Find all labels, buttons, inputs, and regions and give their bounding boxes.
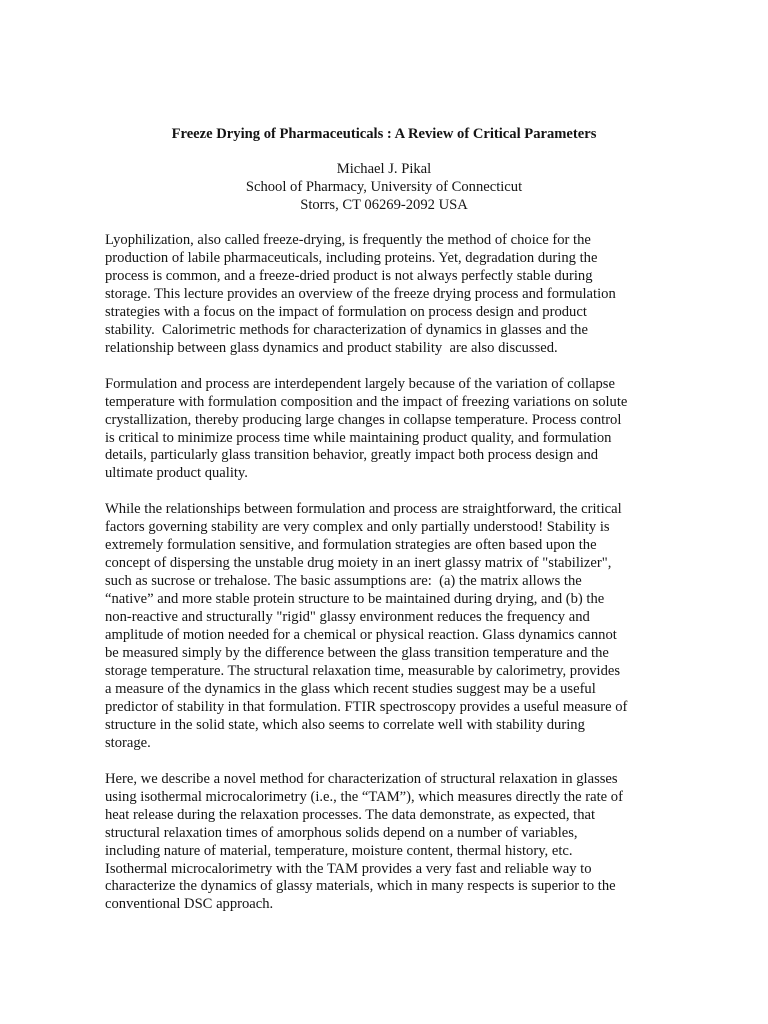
text-line: such as sucrose or trehalose. The basic assumptions are: (a) the matrix allows the (105, 573, 582, 590)
text-line: factors governing stability are very complex and only partially understood! Stability is (105, 519, 610, 536)
paragraph-4 (105, 771, 685, 915)
text-line: temperature with formulation composition and the impact of freezing variations on solute (105, 393, 628, 410)
text-line: production of labile pharmaceuticals, including proteins. Yet, degradation during the (105, 249, 598, 266)
text-line: Isothermal microcalorimetry with the TAM provides a very fast and reliable way to (105, 860, 592, 877)
abstract-body (105, 232, 685, 932)
text-line: storage. (105, 734, 151, 751)
author-affiliation: School of Pharmacy, University of Connecticut (245, 179, 523, 195)
text-line: amplitude of motion needed for a chemical or physical reaction. Glass dynamics cannot (105, 627, 617, 644)
text-line: Lyophilization, also called freeze-drying, is frequently the method of choice for the (105, 232, 591, 248)
text-line: characterize the dynamics of glassy materials, which in many respects is superior to the (105, 878, 616, 895)
text-line: strategies with a focus on the impact of formulation on process design and product (105, 303, 587, 320)
author-block (0, 160, 768, 214)
author-name: Michael J. Pikal (336, 161, 432, 177)
text-line: non-reactive and structurally "rigid" glassy environment reduces the frequency and (105, 609, 590, 626)
text-line: crystallization, thereby producing large changes in collapse temperature. Process control (105, 411, 622, 428)
text-line: is critical to minimize process time while maintaining product quality, and formulation (105, 429, 612, 446)
text-line: While the relationships between formulation and process are straightforward, the critical (105, 501, 622, 518)
text-line: Here, we describe a novel method for characterization of structural relaxation in glasses (105, 770, 618, 787)
text-line: heat release during the relaxation processes. The data demonstrate, as expected, that (105, 806, 596, 823)
text-line: Formulation and process are interdependent largely because of the variation of collapse (105, 375, 615, 392)
text-line: structural relaxation times of amorphous solids depend on a number of variables, (105, 824, 578, 841)
paragraph-2 (105, 376, 685, 484)
text-line: storage temperature. The structural relaxation time, measurable by calorimetry, provides (105, 662, 621, 679)
text-line: conventional DSC approach. (105, 896, 274, 913)
text-line: ultimate product quality. (105, 465, 248, 482)
text-line: stability. Calorimetric methods for characterization of dynamics in glasses and the (105, 321, 588, 338)
paragraph-3 (105, 501, 685, 752)
text-line: using isothermal microcalorimetry (i.e., the “TAM”), which measures directly the rate of (105, 788, 623, 805)
text-line: details, particularly glass transition behavior, greatly impact both process design and (105, 447, 599, 464)
text-line: be measured simply by the difference between the glass transition temperature and the (105, 645, 609, 662)
text-line: structure in the solid state, which also seems to correlate well with stability during (105, 716, 585, 733)
text-line: concept of dispersing the unstable drug moiety in an inert glassy matrix of "stabilizer", (105, 555, 612, 572)
text-line: a measure of the dynamics in the glass which recent studies suggest may be a useful (105, 680, 596, 697)
author-address: Storrs, CT 06269-2092 USA (300, 197, 468, 213)
text-line: predictor of stability in that formulation. FTIR spectroscopy provides a useful measure of (105, 698, 628, 715)
paragraph-1 (105, 232, 685, 358)
text-line: storage. This lecture provides an overview of the freeze drying process and formulation (105, 285, 616, 302)
text-line: including nature of material, temperature, moisture content, thermal history, etc. (105, 842, 573, 859)
text-line: process is common, and a freeze-dried product is not always perfectly stable during (105, 267, 593, 284)
text-line: “native” and more stable protein structure to be maintained during drying, and (b) the (105, 591, 605, 608)
text-line: extremely formulation sensitive, and formulation strategies are often based upon the (105, 537, 597, 554)
document-title: Freeze Drying of Pharmaceuticals : A Review of Critical Parameters (171, 126, 597, 142)
text-line: relationship between glass dynamics and product stability are also discussed. (105, 339, 558, 356)
